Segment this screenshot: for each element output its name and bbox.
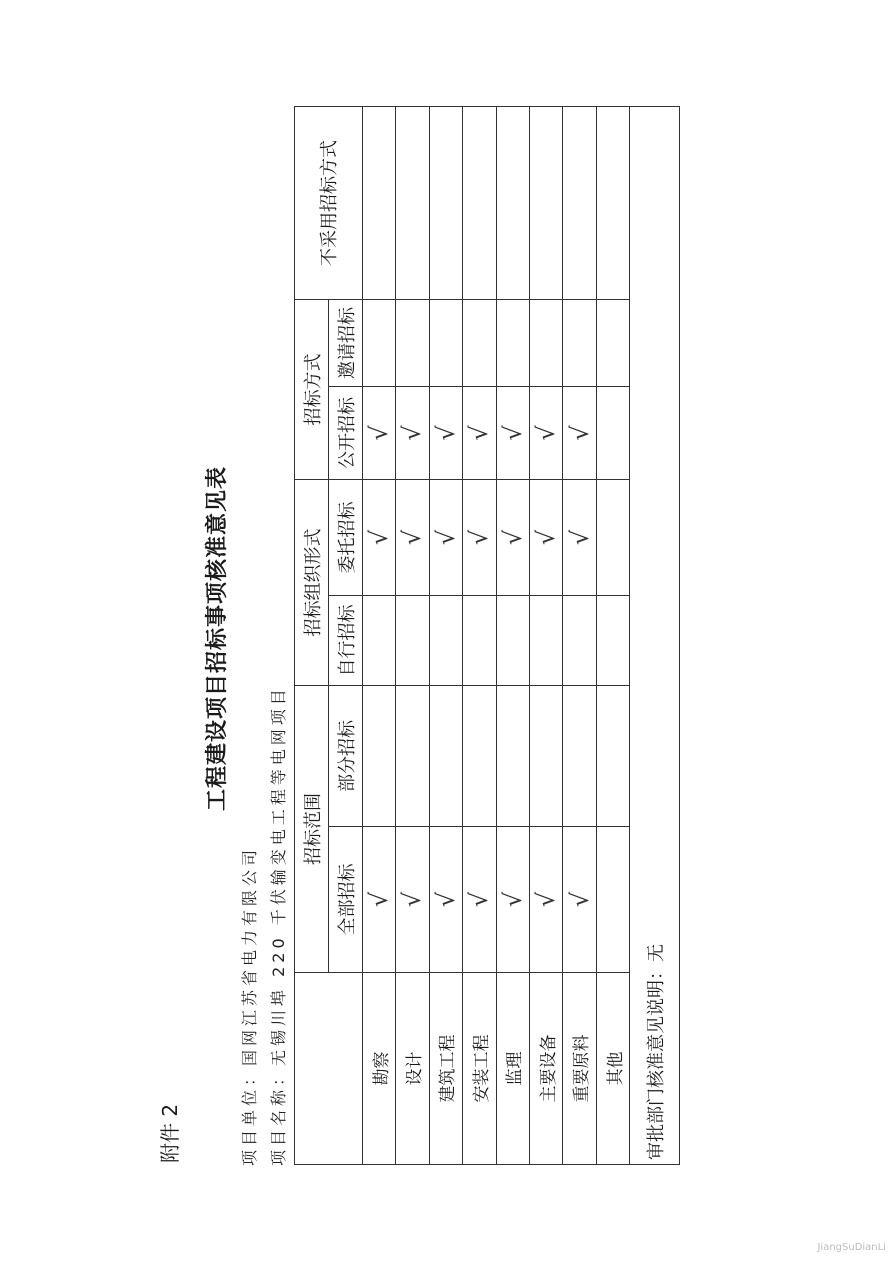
check-cell (463, 686, 496, 827)
header-scope: 招标范围 (295, 686, 329, 973)
check-cell (563, 107, 596, 300)
approval-note: 审批部门核准意见说明：无 (630, 107, 680, 1165)
check-cell: √ (362, 480, 395, 596)
approval-table (294, 106, 680, 1165)
row-label: 设计 (396, 973, 429, 1165)
check-cell: √ (563, 480, 596, 596)
check-cell (396, 300, 429, 387)
check-cell: √ (396, 387, 429, 480)
check-cell (496, 300, 529, 387)
document-title: 工程建设项目招标事项核准意见表 (205, 465, 230, 811)
header-method: 招标方式 (295, 300, 329, 480)
check-cell (362, 300, 395, 387)
check-cell (529, 686, 562, 827)
check-cell: √ (396, 480, 429, 596)
header-scope-all: 全部招标 (329, 827, 362, 973)
header-method-invite: 邀请招标 (329, 300, 362, 387)
check-cell: √ (496, 480, 529, 596)
check-cell (362, 107, 395, 300)
header-org-self: 自行招标 (329, 596, 362, 686)
header-scope-part: 部分招标 (329, 686, 362, 827)
check-cell: √ (362, 387, 395, 480)
check-cell: √ (463, 387, 496, 480)
header-no-tender: 不采用招标方式 (295, 107, 363, 300)
check-cell (429, 686, 462, 827)
watermark: JiangSuDianLi (817, 1242, 886, 1253)
project-unit: 项目单位：国网江苏省电力有限公司 (240, 845, 259, 1166)
check-cell (463, 300, 496, 387)
check-cell (396, 596, 429, 686)
row-label: 其他 (596, 973, 629, 1165)
check-cell (496, 107, 529, 300)
check-cell (529, 596, 562, 686)
check-cell (529, 107, 562, 300)
check-cell (529, 300, 562, 387)
row-label: 重要原料 (563, 973, 596, 1165)
check-cell: √ (396, 827, 429, 973)
check-cell: √ (529, 387, 562, 480)
check-cell: √ (362, 827, 395, 973)
check-cell (563, 686, 596, 827)
check-cell (596, 596, 629, 686)
check-cell: √ (496, 827, 529, 973)
check-cell: √ (429, 387, 462, 480)
check-cell: √ (563, 827, 596, 973)
check-cell (563, 596, 596, 686)
check-cell (596, 387, 629, 480)
header-method-public: 公开招标 (329, 387, 362, 480)
check-cell (463, 107, 496, 300)
check-cell: √ (463, 827, 496, 973)
corner-cell (295, 973, 363, 1165)
check-cell (429, 596, 462, 686)
row-label: 建筑工程 (429, 973, 462, 1165)
header-org: 招标组织形式 (295, 480, 329, 686)
project-name: 项目名称：无锡川埠 220 千伏输变电工程等电网项目 (269, 685, 288, 1166)
check-cell (596, 107, 629, 300)
check-cell (596, 300, 629, 387)
row-label: 主要设备 (529, 973, 562, 1165)
check-cell: √ (463, 480, 496, 596)
check-cell (429, 107, 462, 300)
check-cell (596, 686, 629, 827)
attachment-label: 附件 2 (158, 1103, 182, 1163)
check-cell (362, 686, 395, 827)
row-label: 勘察 (362, 973, 395, 1165)
check-cell (596, 480, 629, 596)
check-cell: √ (563, 387, 596, 480)
check-cell (496, 596, 529, 686)
row-label: 监理 (496, 973, 529, 1165)
header-org-entrust: 委托招标 (329, 480, 362, 596)
check-cell: √ (529, 480, 562, 596)
check-cell (496, 686, 529, 827)
check-cell: √ (496, 387, 529, 480)
check-cell: √ (429, 480, 462, 596)
check-cell (429, 300, 462, 387)
check-cell (596, 827, 629, 973)
check-cell (396, 686, 429, 827)
check-cell (362, 596, 395, 686)
check-cell (396, 107, 429, 300)
check-cell (563, 300, 596, 387)
check-cell (463, 596, 496, 686)
row-label: 安装工程 (463, 973, 496, 1165)
check-cell: √ (529, 827, 562, 973)
check-cell: √ (429, 827, 462, 973)
